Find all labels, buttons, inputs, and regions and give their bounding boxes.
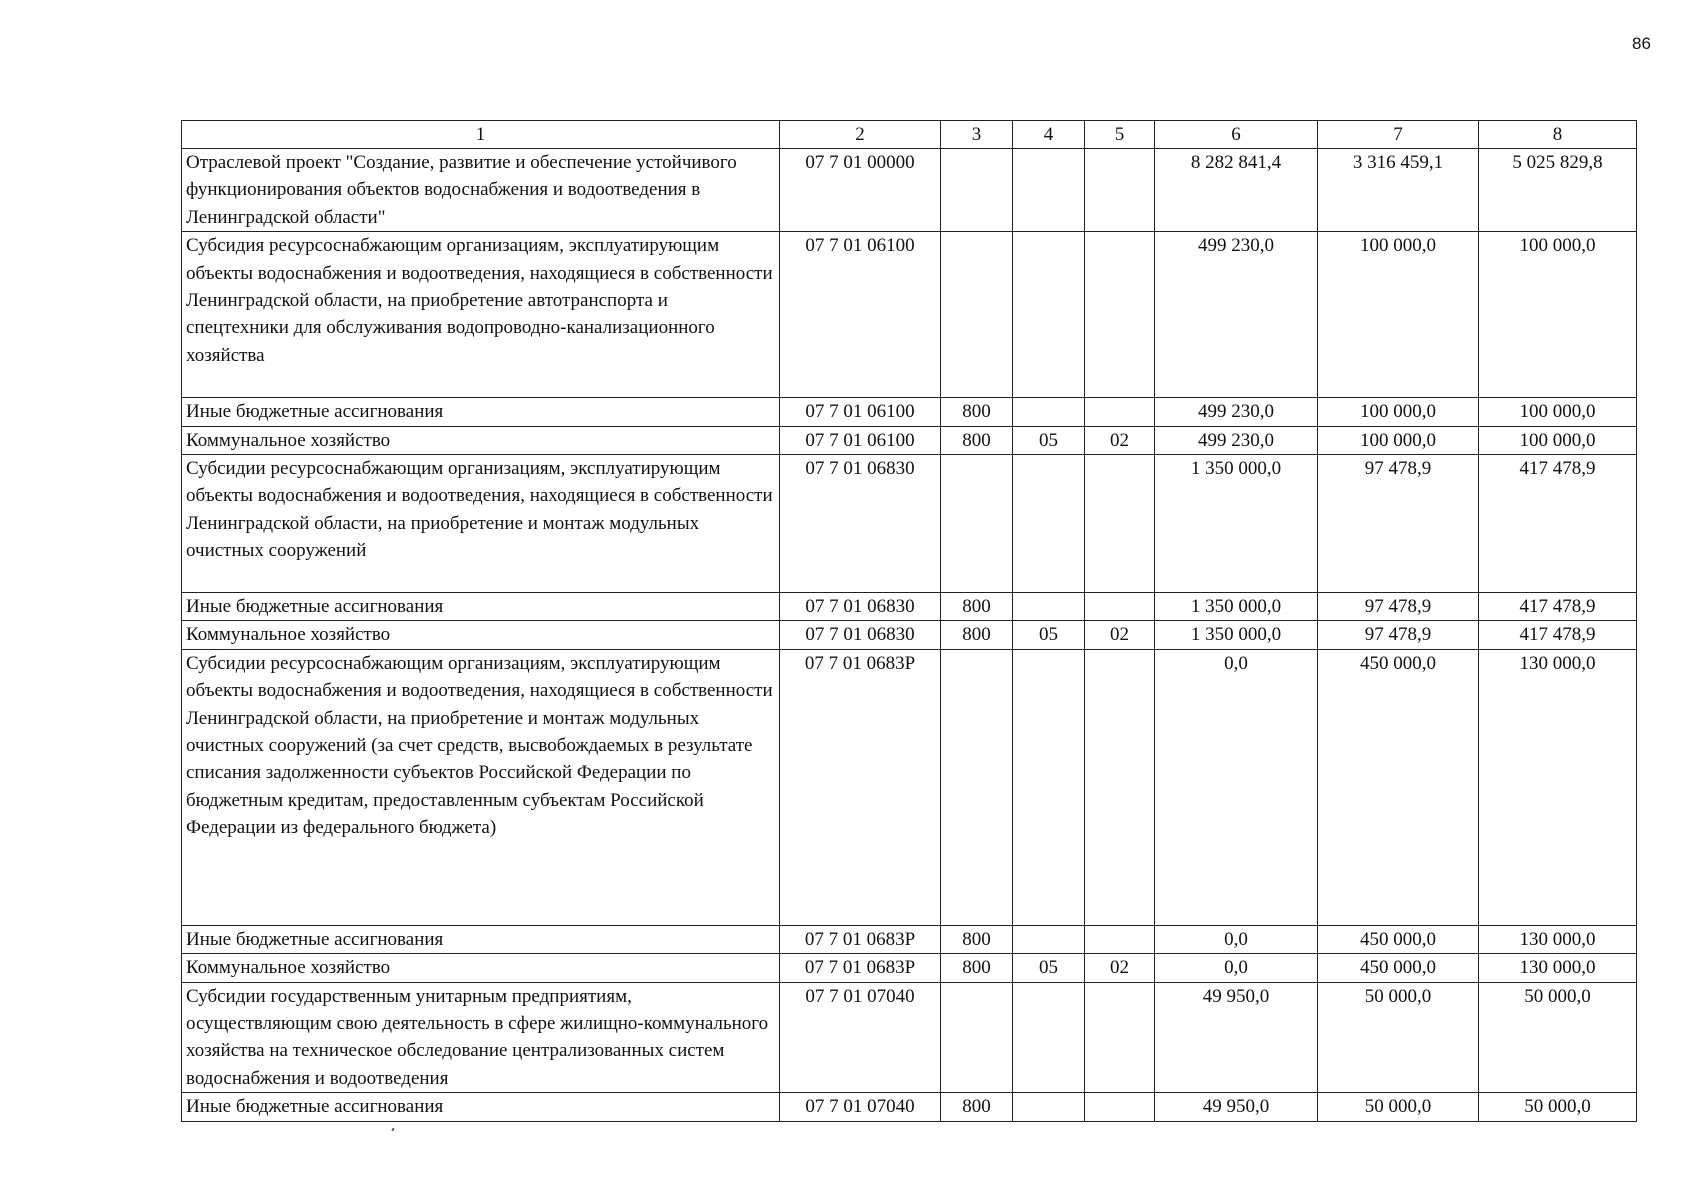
row-code-cell: 07 7 01 07040 [780,1093,941,1121]
table-row [182,1093,1637,1121]
table-row [182,232,1637,398]
row-pr-cell [1085,925,1155,953]
row-pr-cell [1085,149,1155,232]
header-cell-1: 1 [182,121,780,149]
table-row [182,649,1637,925]
row-value-6-cell: 1 350 000,0 [1155,593,1318,621]
row-value-7-cell: 450 000,0 [1318,649,1479,925]
row-value-7-cell: 100 000,0 [1318,426,1479,454]
row-pr-cell: 02 [1085,954,1155,982]
header-cell-3: 3 [941,121,1013,149]
row-vr-cell: 800 [941,954,1013,982]
row-pr-cell [1085,649,1155,925]
row-value-7-cell: 450 000,0 [1318,954,1479,982]
row-name-cell: Отраслевой проект "Создание, развитие и обеспечение устойчивого функционирования объектов водоснабжения и водоотведения в Ленинградской области" [182,149,780,232]
header-cell-8: 8 [1479,121,1637,149]
row-value-8-cell: 50 000,0 [1479,1093,1637,1121]
row-pr-cell: 02 [1085,426,1155,454]
row-name-cell: Иные бюджетные ассигнования [182,593,780,621]
row-value-8-cell: 130 000,0 [1479,954,1637,982]
row-value-6-cell: 1 350 000,0 [1155,455,1318,593]
row-vr-cell [941,455,1013,593]
row-code-cell: 07 7 01 06830 [780,593,941,621]
row-rz-cell [1013,982,1085,1093]
row-name-cell: Субсидии государственным унитарным предприятиям, осуществляющим свою деятельность в сфере жилищно-коммунального хозяйства на техническое обследование централизованных систем водоснабжения и водоотведения [182,982,780,1093]
row-value-6-cell: 8 282 841,4 [1155,149,1318,232]
row-rz-cell [1013,232,1085,398]
row-value-6-cell: 0,0 [1155,649,1318,925]
scan-speck [391,1128,394,1132]
row-value-8-cell: 417 478,9 [1479,593,1637,621]
row-vr-cell: 800 [941,925,1013,953]
row-code-cell: 07 7 01 06100 [780,426,941,454]
row-value-6-cell: 499 230,0 [1155,426,1318,454]
row-name-cell: Субсидия ресурсоснабжающим организациям, эксплуатирующим объекты водоснабжения и водоотведения, находящиеся в собственности Ленинградской области, на приобретение автотранспорта и спецтехники для обслуживания водопроводно-канализационного хозяйства [182,232,780,398]
row-value-6-cell: 49 950,0 [1155,982,1318,1093]
row-value-8-cell: 100 000,0 [1479,232,1637,398]
row-value-6-cell: 0,0 [1155,925,1318,953]
row-vr-cell: 800 [941,621,1013,649]
row-rz-cell [1013,1093,1085,1121]
row-rz-cell [1013,398,1085,426]
row-value-8-cell: 417 478,9 [1479,621,1637,649]
row-vr-cell [941,982,1013,1093]
row-name-cell: Субсидии ресурсоснабжающим организациям, эксплуатирующим объекты водоснабжения и водоотведения, находящиеся в собственности Ленинградской области, на приобретение и монтаж модульных очистных сооружений (за счет средств, высвобождаемых в результате списания задолженности субъектов Российской Федерации по бюджетным кредитам, предоставленным субъектам Российской Федерации из федерального бюджета) [182,649,780,925]
row-code-cell: 07 7 01 0683Р [780,649,941,925]
row-code-cell: 07 7 01 06100 [780,232,941,398]
row-vr-cell: 800 [941,426,1013,454]
row-value-8-cell: 417 478,9 [1479,455,1637,593]
table-row [182,621,1637,649]
row-name-cell: Иные бюджетные ассигнования [182,1093,780,1121]
row-value-7-cell: 97 478,9 [1318,621,1479,649]
row-rz-cell: 05 [1013,426,1085,454]
row-vr-cell: 800 [941,593,1013,621]
row-value-6-cell: 499 230,0 [1155,232,1318,398]
row-rz-cell [1013,925,1085,953]
row-code-cell: 07 7 01 00000 [780,149,941,232]
row-value-6-cell: 499 230,0 [1155,398,1318,426]
table-row [182,426,1637,454]
row-value-8-cell: 5 025 829,8 [1479,149,1637,232]
row-value-7-cell: 97 478,9 [1318,593,1479,621]
header-cell-7: 7 [1318,121,1479,149]
row-value-8-cell: 130 000,0 [1479,649,1637,925]
row-value-6-cell: 0,0 [1155,954,1318,982]
row-code-cell: 07 7 01 0683Р [780,954,941,982]
row-value-7-cell: 100 000,0 [1318,398,1479,426]
row-code-cell: 07 7 01 0683Р [780,925,941,953]
row-vr-cell: 800 [941,1093,1013,1121]
row-vr-cell [941,149,1013,232]
row-rz-cell [1013,455,1085,593]
row-pr-cell [1085,398,1155,426]
row-code-cell: 07 7 01 06100 [780,398,941,426]
table-row [182,455,1637,593]
row-vr-cell: 800 [941,398,1013,426]
header-cell-5: 5 [1085,121,1155,149]
row-value-7-cell: 3 316 459,1 [1318,149,1479,232]
row-code-cell: 07 7 01 06830 [780,621,941,649]
row-vr-cell [941,649,1013,925]
row-pr-cell [1085,455,1155,593]
budget-table [181,120,1637,1122]
row-name-cell: Коммунальное хозяйство [182,426,780,454]
table-row [182,982,1637,1093]
row-pr-cell [1085,593,1155,621]
row-value-8-cell: 100 000,0 [1479,426,1637,454]
row-name-cell: Коммунальное хозяйство [182,954,780,982]
row-code-cell: 07 7 01 07040 [780,982,941,1093]
row-pr-cell: 02 [1085,621,1155,649]
row-rz-cell [1013,649,1085,925]
row-value-7-cell: 50 000,0 [1318,982,1479,1093]
header-cell-4: 4 [1013,121,1085,149]
row-value-6-cell: 1 350 000,0 [1155,621,1318,649]
row-value-7-cell: 50 000,0 [1318,1093,1479,1121]
row-pr-cell [1085,982,1155,1093]
table-row [182,398,1637,426]
row-value-7-cell: 100 000,0 [1318,232,1479,398]
row-vr-cell [941,232,1013,398]
table-row [182,593,1637,621]
row-rz-cell: 05 [1013,621,1085,649]
row-code-cell: 07 7 01 06830 [780,455,941,593]
row-rz-cell: 05 [1013,954,1085,982]
row-pr-cell [1085,1093,1155,1121]
table-row [182,149,1637,232]
row-value-7-cell: 450 000,0 [1318,925,1479,953]
row-name-cell: Коммунальное хозяйство [182,621,780,649]
row-rz-cell [1013,149,1085,232]
row-value-6-cell: 49 950,0 [1155,1093,1318,1121]
row-value-8-cell: 100 000,0 [1479,398,1637,426]
table-row [182,954,1637,982]
row-name-cell: Иные бюджетные ассигнования [182,398,780,426]
row-name-cell: Субсидии ресурсоснабжающим организациям, эксплуатирующим объекты водоснабжения и водоотведения, находящиеся в собственности Ленинградской области, на приобретение и монтаж модульных очистных сооружений [182,455,780,593]
row-rz-cell [1013,593,1085,621]
table-row [182,925,1637,953]
row-pr-cell [1085,232,1155,398]
header-cell-2: 2 [780,121,941,149]
row-value-7-cell: 97 478,9 [1318,455,1479,593]
row-name-cell: Иные бюджетные ассигнования [182,925,780,953]
row-value-8-cell: 50 000,0 [1479,982,1637,1093]
page-number: 86 [1632,34,1651,53]
row-value-8-cell: 130 000,0 [1479,925,1637,953]
table-header-row [182,121,1637,149]
header-cell-6: 6 [1155,121,1318,149]
